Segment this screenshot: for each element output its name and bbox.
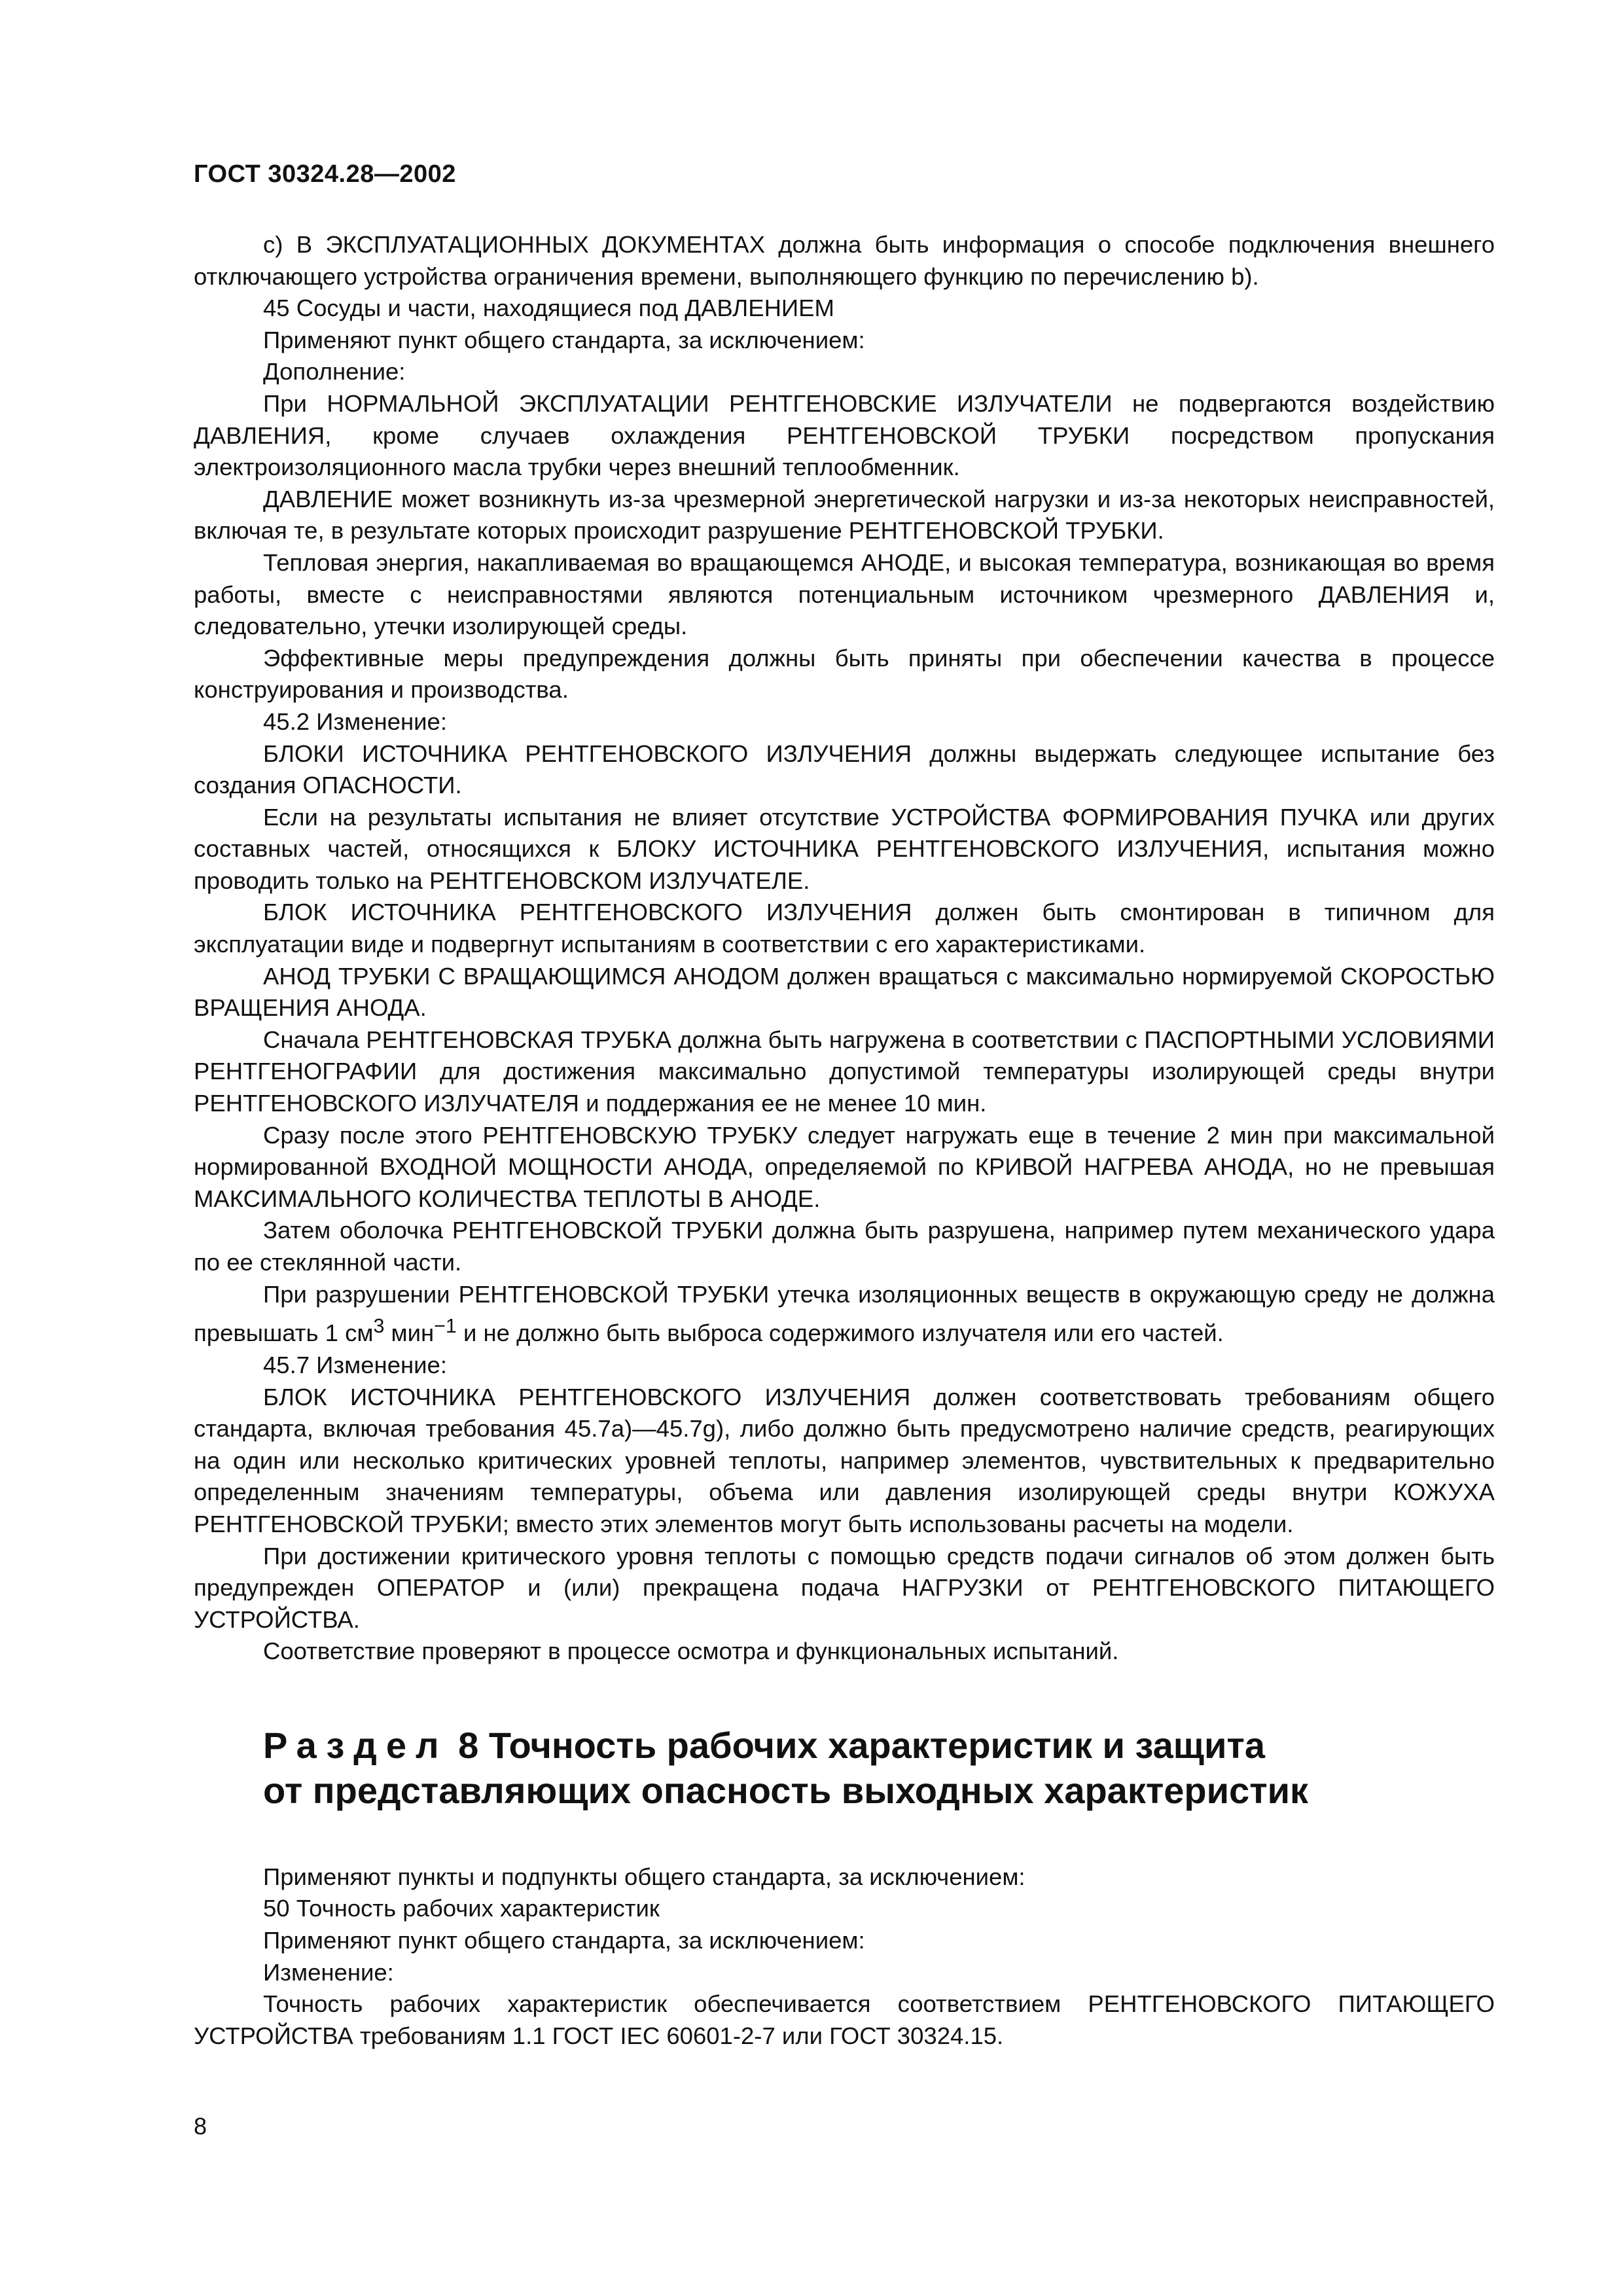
superscript: 3 [373, 1315, 385, 1338]
page-header-doc-id: ГОСТ 30324.28—2002 [194, 160, 456, 188]
clause-heading: 45.7 Изменение: [263, 1351, 447, 1378]
paragraph: БЛОК ИСТОЧНИКА РЕНТГЕНОВСКОГО ИЗЛУЧЕНИЯ должен соответствовать требованиям общего стандарта, включая требования 45.7а)—45.7g), либо должно быть предусмотрено наличие средств, реагирующих на один или несколько критических уровней теплоты, например элементов, чувствительных к предварительно определенным значениям температуры, объема или давления изолирующей среды внутри КОЖУХА РЕНТГЕНОВСКОЙ ТРУБКИ; вместо этих элементов могут быть использованы расчеты на модели. [194, 1383, 1495, 1537]
paragraph: АНОД ТРУБКИ С ВРАЩАЮЩИМСЯ АНОДОМ должен вращаться с максимально нормируемой СКОРОСТЬЮ ВРАЩЕНИЯ АНОДА. [194, 962, 1495, 1022]
document-body [194, 229, 1495, 2052]
paragraph: Если на результаты испытания не влияет отсутствие УСТРОЙСТВА ФОРМИРОВАНИЯ ПУЧКА или других составных частей, относящихся к БЛОКУ ИСТОЧНИКА РЕНТГЕНОВСКОГО ИЗЛУЧЕНИЯ, испытания можно проводить только на РЕНТГЕНОВСКОМ ИЗЛУЧАТЕЛЕ. [194, 803, 1495, 894]
paragraph: Применяют пункт общего стандарта, за исключением: [263, 1927, 865, 1954]
paragraph: с) В ЭКСПЛУАТАЦИОННЫХ ДОКУМЕНТАХ должна быть информация о способе подключения внешнего отключающего устройства ограничения времени, выполняющего функцию по перечислению b). [194, 231, 1495, 290]
leak-limit-paragraph [194, 1279, 1495, 1350]
leak-text-part: мин [384, 1319, 435, 1347]
paragraph: Применяют пункты и подпункты общего стандарта, за исключением: [263, 1863, 1026, 1890]
paragraph: Сначала РЕНТГЕНОВСКАЯ ТРУБКА должна быть нагружена в соответствии с ПАСПОРТНЫМИ УСЛОВИЯМИ РЕНТГЕНОГРАФИИ для достижения максимально допустимой температуры изолирующей среды внутри РЕНТГЕНОВСКОГО ИЗЛУЧАТЕЛЯ и поддержания ее не менее 10 мин. [194, 1026, 1495, 1117]
paragraph: Тепловая энергия, накапливаемая во вращающемся АНОДЕ, и высокая температура, возникающая во время работы, вместе с неисправностями являются потенциальным источником чрезмерного ДАВЛЕНИЯ и, следовательно, утечки изолирующей среды. [194, 548, 1495, 640]
page-number: 8 [194, 2113, 207, 2140]
paragraph: Изменение: [263, 1958, 394, 1986]
paragraph: Затем оболочка РЕНТГЕНОВСКОЙ ТРУБКИ должна быть разрушена, например путем механического удара по ее стеклянной части. [194, 1217, 1495, 1276]
paragraph: Эффективные меры предупреждения должны быть приняты при обеспечении качества в процессе конструирования и производства. [194, 644, 1495, 704]
section-number: 8 [458, 1724, 479, 1766]
paragraph: Точность рабочих характеристик обеспечивается соответствием РЕНТГЕНОВСКОГО ПИТАЮЩЕГО УСТРОЙСТВА требованиям 1.1 ГОСТ IEC 60601-2-7 или ГОСТ 30324.15. [194, 1990, 1495, 2049]
leak-text-part: При разрушении РЕНТГЕНОВСКОЙ ТРУБКИ утечка изоляционных веществ в окружающую среду не должна превышать 1 см [194, 1280, 1495, 1347]
clause-heading: 50 Точность рабочих характеристик [263, 1895, 660, 1922]
superscript: −1 [434, 1315, 457, 1338]
paragraph: Соответствие проверяют в процессе осмотра и функциональных испытаний. [263, 1638, 1119, 1665]
paragraph: ДАВЛЕНИЕ может возникнуть из-за чрезмерной энергетической нагрузки и из-за некоторых неисправностей, включая те, в результате которых происходит разрушение РЕНТГЕНОВСКОЙ ТРУБКИ. [194, 485, 1495, 545]
paragraph: Сразу после этого РЕНТГЕНОВСКУЮ ТРУБКУ следует нагружать еще в течение 2 мин при максимальной нормированной ВХОДНОЙ МОЩНОСТИ АНОДА, определяемой по КРИВОЙ НАГРЕВА АНОДА, но не превышая МАКСИМАЛЬНОГО КОЛИЧЕСТВА ТЕПЛОТЫ В АНОДЕ. [194, 1121, 1495, 1212]
section-word: Раздел [263, 1724, 448, 1766]
section-title [263, 1723, 1495, 1813]
leak-text-part: и не должно быть выброса содержимого излучателя или его частей. [456, 1319, 1224, 1347]
clause-heading: 45.2 Изменение: [263, 708, 447, 735]
paragraph: БЛОКИ ИСТОЧНИКА РЕНТГЕНОВСКОГО ИЗЛУЧЕНИЯ должны выдержать следующее испытание без создания ОПАСНОСТИ. [194, 740, 1495, 799]
section-title-line2: от представляющих опасность выходных характеристик [263, 1769, 1309, 1811]
section-title-line1: Точность рабочих характеристик и защита [488, 1724, 1265, 1766]
paragraph: При НОРМАЛЬНОЙ ЭКСПЛУАТАЦИИ РЕНТГЕНОВСКИЕ ИЗЛУЧАТЕЛИ не подвергаются воздействию ДАВЛЕНИЯ, кроме случаев охлаждения РЕНТГЕНОВСКОЙ ТРУБКИ посредством пропускания электроизоляционного масла трубки через внешний теплообменник. [194, 389, 1495, 481]
paragraph: При достижении критического уровня теплоты с помощью средств подачи сигналов об этом должен быть предупрежден ОПЕРАТОР и (или) прекращена подача НАГРУЗКИ от РЕНТГЕНОВСКОГО ПИТАЮЩЕГО УСТРОЙСТВА. [194, 1542, 1495, 1633]
paragraph: БЛОК ИСТОЧНИКА РЕНТГЕНОВСКОГО ИЗЛУЧЕНИЯ должен быть смонтирован в типичном для эксплуатации виде и подвергнут испытаниям в соответствии с его характеристиками. [194, 899, 1495, 958]
paragraph: Применяют пункт общего стандарта, за исключением: [263, 326, 865, 353]
paragraph: Дополнение: [263, 358, 406, 386]
clause-heading: 45 Сосуды и части, находящиеся под ДАВЛЕНИЕМ [263, 295, 834, 322]
